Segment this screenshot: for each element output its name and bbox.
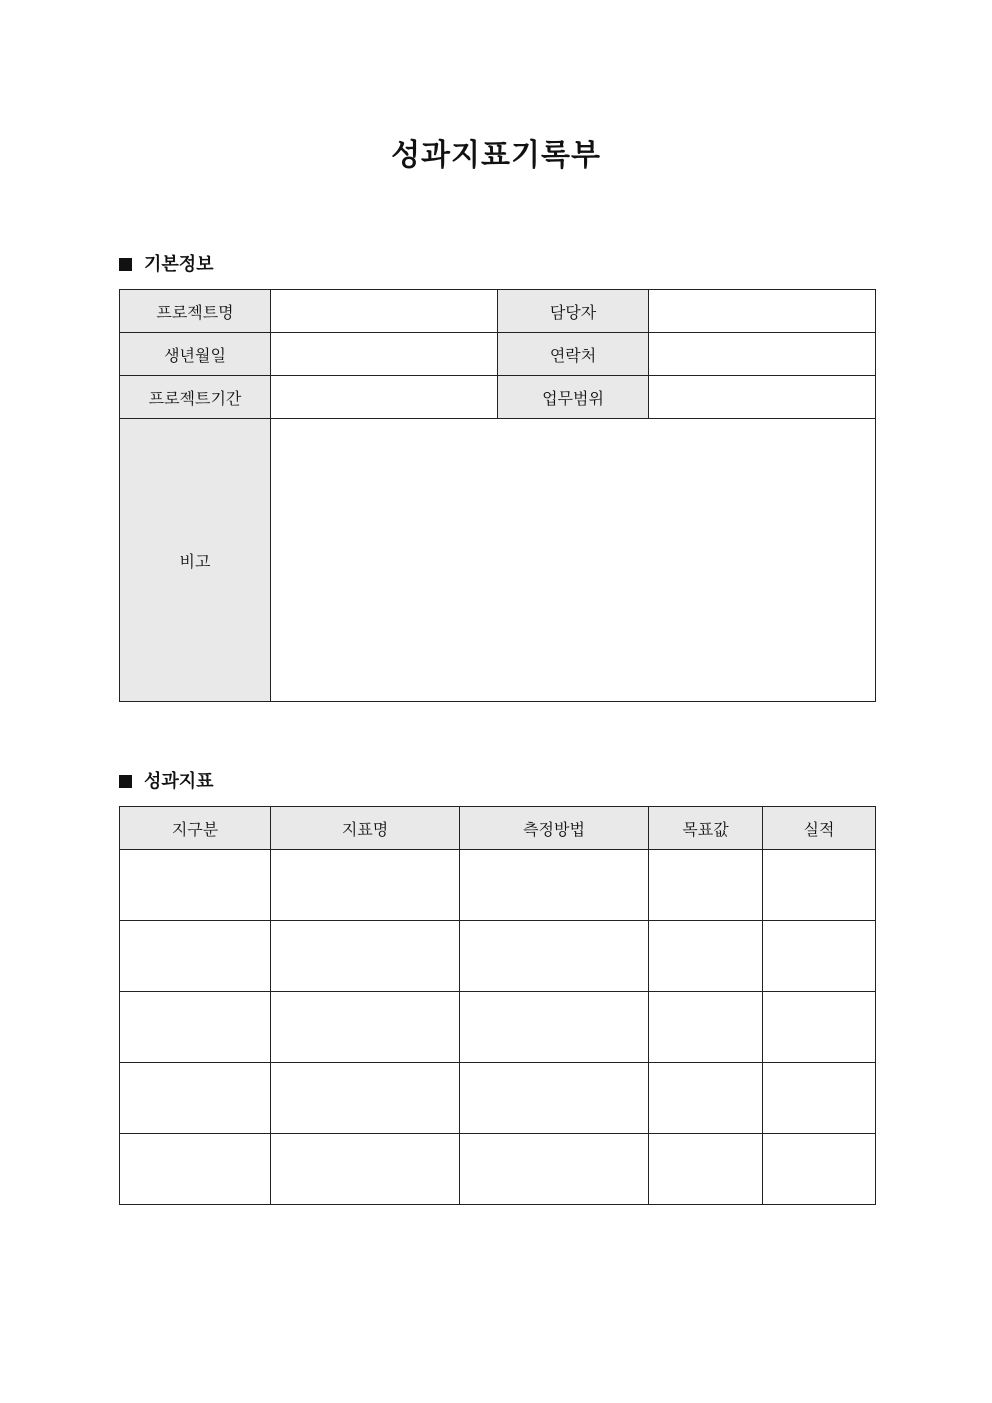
kpi-table <box>119 806 876 1205</box>
info-row-remarks <box>120 419 876 702</box>
indicator-name-cell[interactable] <box>271 1063 460 1134</box>
kpi-header-row <box>120 807 876 850</box>
column-header-actual: 실적 <box>763 807 876 850</box>
birthdate-field[interactable] <box>271 333 498 376</box>
column-header-measurement-method: 측정방법 <box>460 807 649 850</box>
square-bullet-icon <box>119 258 132 271</box>
basic-info-heading-text: 기본정보 <box>144 254 214 275</box>
project-period-field[interactable] <box>271 376 498 419</box>
manager-label: 담당자 <box>498 290 649 333</box>
target-value-cell[interactable] <box>649 1063 763 1134</box>
work-scope-label: 업무범위 <box>498 376 649 419</box>
basic-info-table <box>119 289 876 702</box>
category-cell[interactable] <box>120 992 271 1063</box>
document-title: 성과지표기록부 <box>391 138 601 173</box>
category-cell[interactable] <box>120 1134 271 1205</box>
column-header-category: 지구분 <box>120 807 271 850</box>
kpi-heading-text: 성과지표 <box>144 771 214 792</box>
actual-cell[interactable] <box>763 992 876 1063</box>
project-name-label: 프로젝트명 <box>120 290 271 333</box>
square-bullet-icon <box>119 775 132 788</box>
table-row <box>120 992 876 1063</box>
contact-field[interactable] <box>649 333 876 376</box>
target-value-cell[interactable] <box>649 992 763 1063</box>
info-row-project-name <box>120 290 876 333</box>
work-scope-field[interactable] <box>649 376 876 419</box>
kpi-heading <box>119 770 214 794</box>
actual-cell[interactable] <box>763 1134 876 1205</box>
category-cell[interactable] <box>120 850 271 921</box>
birthdate-label: 생년월일 <box>120 333 271 376</box>
target-value-cell[interactable] <box>649 1134 763 1205</box>
indicator-name-cell[interactable] <box>271 921 460 992</box>
remarks-field[interactable] <box>271 419 876 702</box>
table-row <box>120 1063 876 1134</box>
category-cell[interactable] <box>120 921 271 992</box>
target-value-cell[interactable] <box>649 921 763 992</box>
target-value-cell[interactable] <box>649 850 763 921</box>
remarks-label: 비고 <box>120 419 271 702</box>
measurement-method-cell[interactable] <box>460 1063 649 1134</box>
measurement-method-cell[interactable] <box>460 992 649 1063</box>
project-name-field[interactable] <box>271 290 498 333</box>
actual-cell[interactable] <box>763 921 876 992</box>
manager-field[interactable] <box>649 290 876 333</box>
indicator-name-cell[interactable] <box>271 1134 460 1205</box>
actual-cell[interactable] <box>763 850 876 921</box>
info-row-birthdate <box>120 333 876 376</box>
table-row <box>120 921 876 992</box>
measurement-method-cell[interactable] <box>460 1134 649 1205</box>
measurement-method-cell[interactable] <box>460 850 649 921</box>
category-cell[interactable] <box>120 1063 271 1134</box>
indicator-name-cell[interactable] <box>271 992 460 1063</box>
measurement-method-cell[interactable] <box>460 921 649 992</box>
contact-label: 연락처 <box>498 333 649 376</box>
actual-cell[interactable] <box>763 1063 876 1134</box>
table-row <box>120 1134 876 1205</box>
column-header-target-value: 목표값 <box>649 807 763 850</box>
basic-info-heading <box>119 253 214 277</box>
info-row-project-period <box>120 376 876 419</box>
project-period-label: 프로젝트기간 <box>120 376 271 419</box>
table-row <box>120 850 876 921</box>
indicator-name-cell[interactable] <box>271 850 460 921</box>
column-header-indicator-name: 지표명 <box>271 807 460 850</box>
